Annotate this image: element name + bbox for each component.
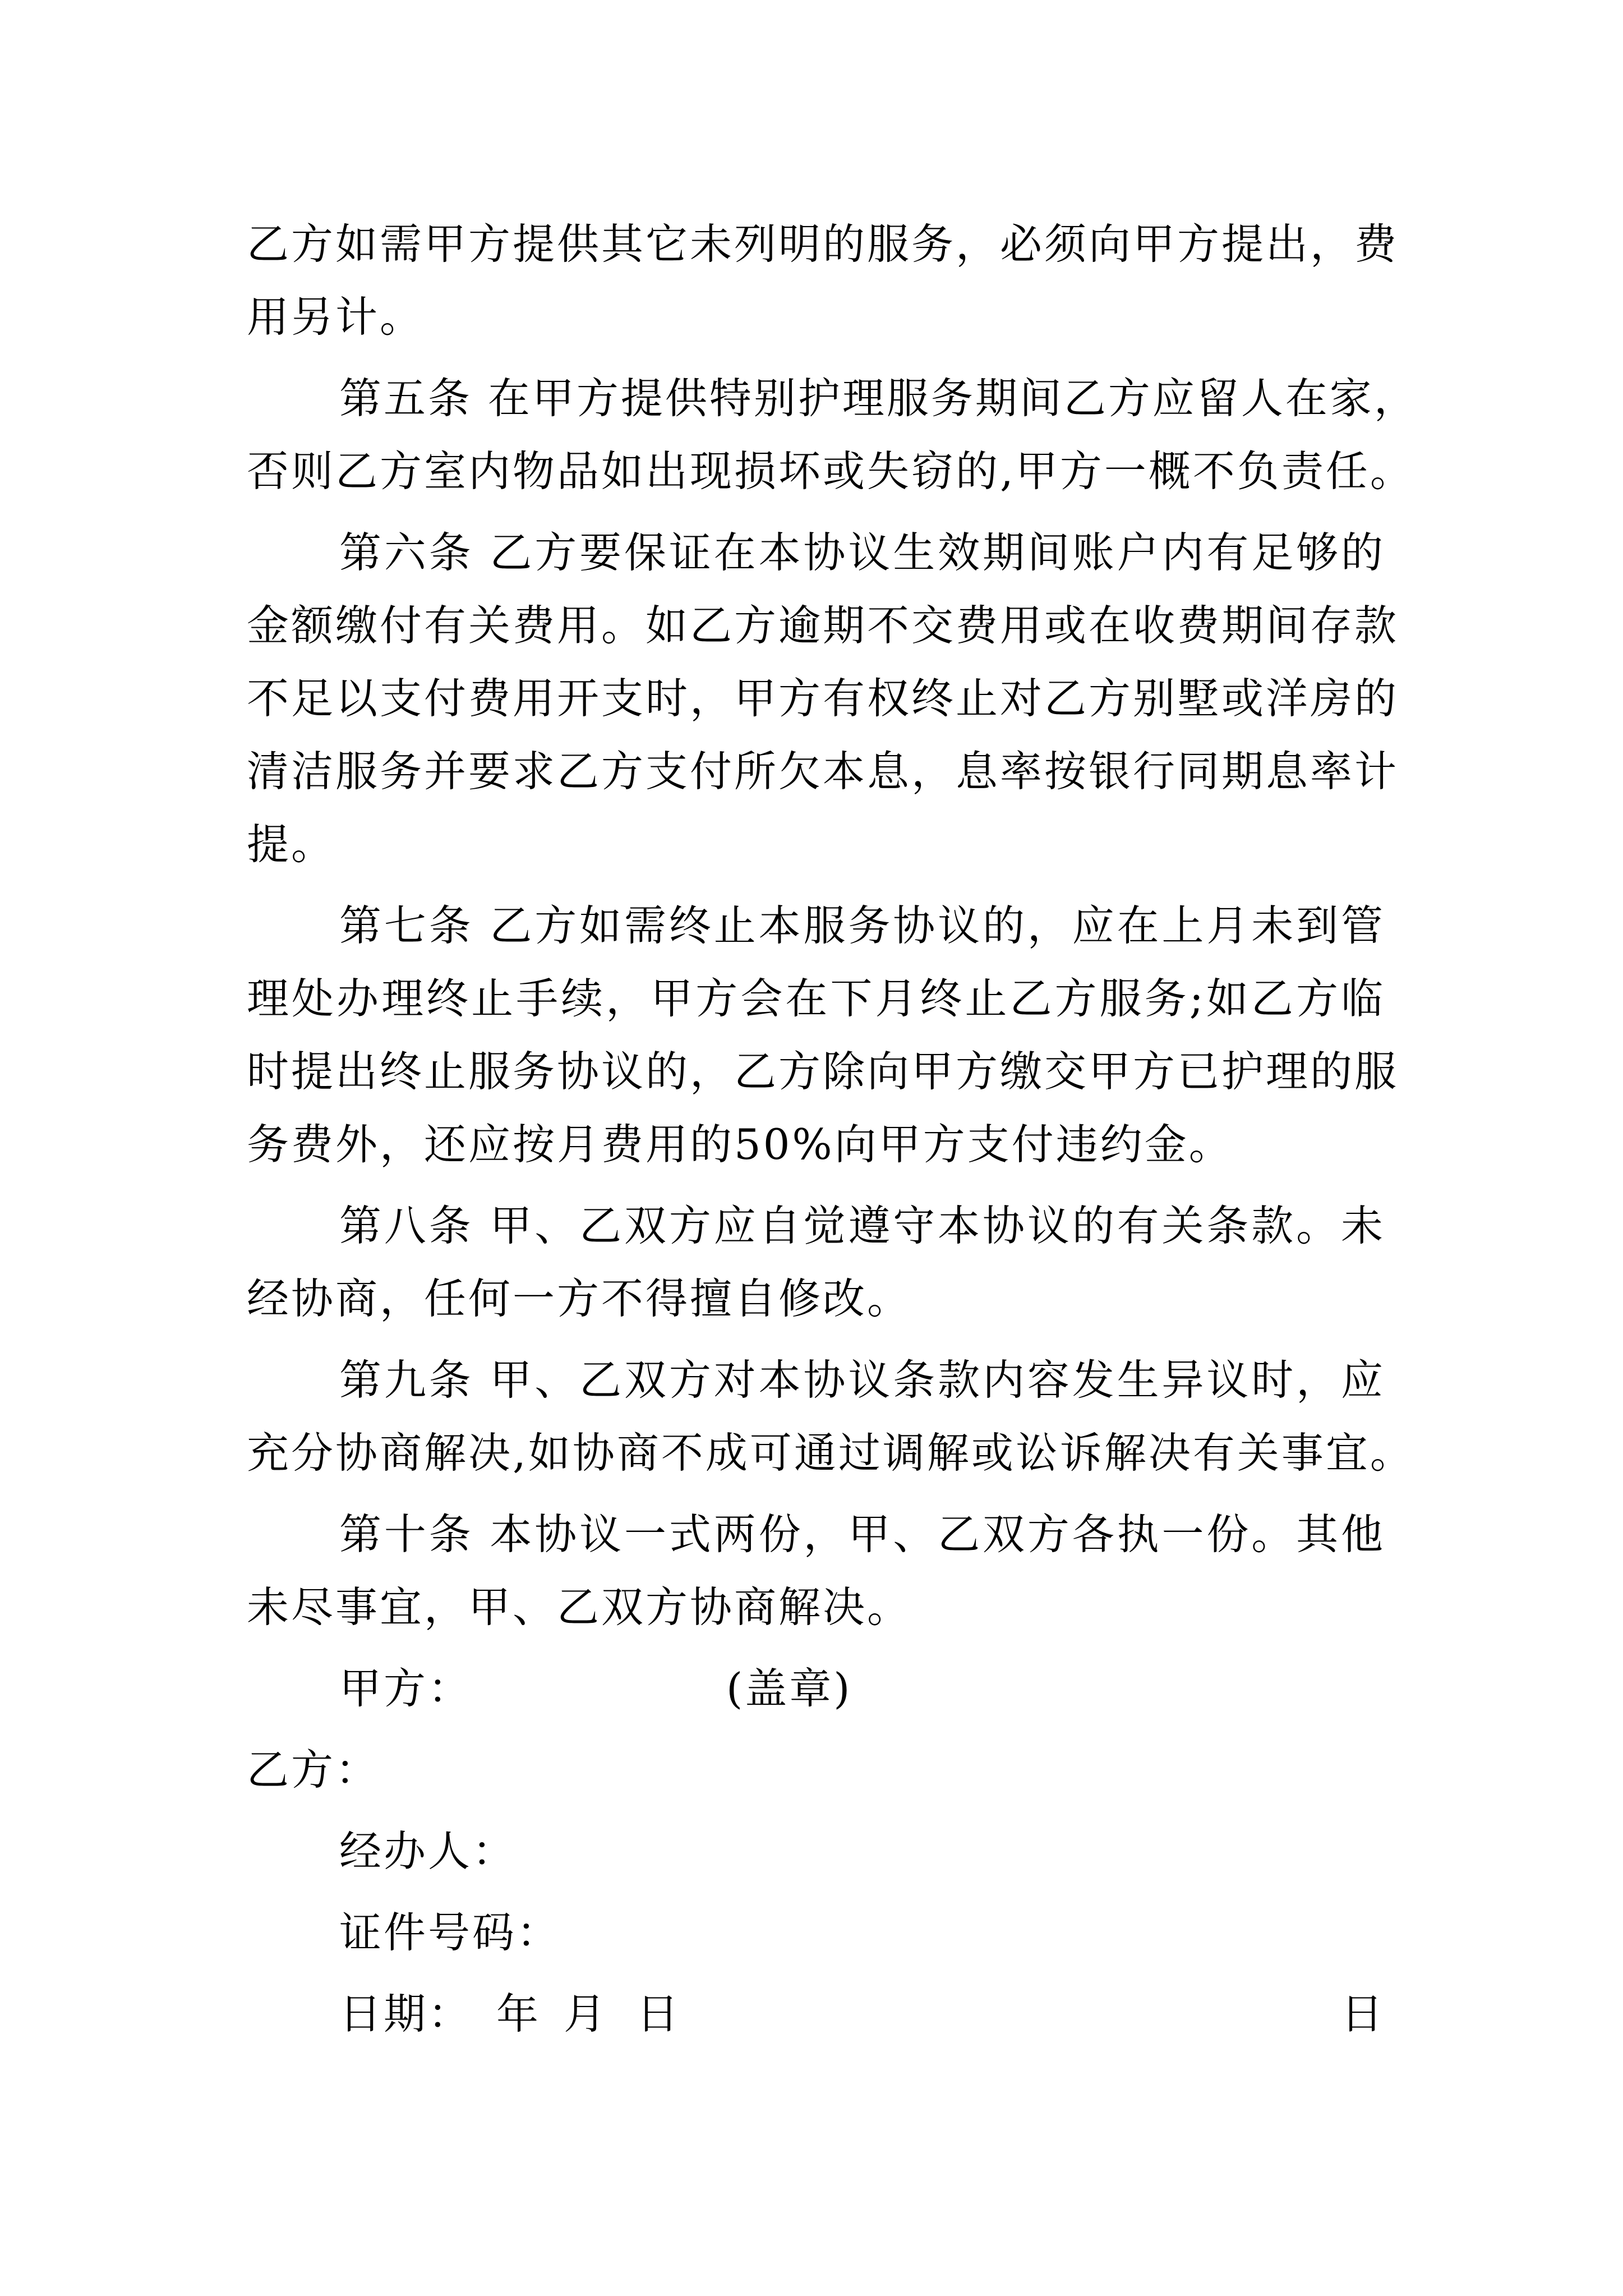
clause-7-line-2: 理处办理终止手续，甲方会在下月终止乙方服务;如乙方临 bbox=[247, 974, 1385, 1023]
clause-4-line-1: 乙方如需甲方提供其它未列明的服务，必须向甲方提出，费 bbox=[247, 219, 1399, 269]
date-row bbox=[339, 1986, 1385, 2042]
date-day: 日 bbox=[637, 1989, 681, 2039]
id-number-label: 证件号码： bbox=[339, 1908, 561, 1957]
clause-6-line-3: 不足以支付费用开支时，甲方有权终止对乙方别墅或洋房的 bbox=[247, 674, 1399, 723]
clause-5-line-2: 否则乙方室内物品如出现损坏或失窃的,甲方一概不负责任。 bbox=[247, 447, 1414, 496]
agent-label: 经办人： bbox=[339, 1826, 517, 1876]
party-a-label: 甲方： bbox=[339, 1664, 473, 1713]
clause-6-line-2: 金额缴付有关费用。如乙方逾期不交费用或在收费期间存款 bbox=[247, 601, 1399, 650]
party-b-label: 乙方： bbox=[247, 1745, 380, 1795]
clause-10-line-1: 第十条 本协议一式两份，甲、乙双方各执一份。其他 bbox=[339, 1510, 1385, 1559]
clause-8-line-1: 第八条 甲、乙双方应自觉遵守本协议的有关条款。未 bbox=[339, 1201, 1385, 1250]
party-a-row bbox=[339, 1660, 1124, 1717]
seal-label: (盖章) bbox=[726, 1664, 852, 1713]
clause-7-line-3: 时提出终止服务协议的，乙方除向甲方缴交甲方已护理的服 bbox=[247, 1047, 1399, 1096]
clause-6-line-1: 第六条 乙方要保证在本协议生效期间账户内有足够的 bbox=[339, 528, 1385, 577]
clause-7-line-1: 第七条 乙方如需终止本服务协议的，应在上月未到管 bbox=[339, 901, 1385, 950]
date-label: 日期： bbox=[339, 1989, 473, 2039]
clause-9-line-1: 第九条 甲、乙双方对本协议条款内容发生异议时，应 bbox=[339, 1355, 1385, 1405]
date-day-right: 日 bbox=[1340, 1989, 1385, 2039]
date-month: 月 bbox=[564, 1989, 608, 2039]
clause-8-line-2: 经协商，任何一方不得擅自修改。 bbox=[247, 1274, 912, 1323]
date-year: 年 bbox=[496, 1989, 541, 2039]
clause-7-line-4: 务费外，还应按月费用的50%向甲方支付违约金。 bbox=[247, 1120, 1233, 1169]
clause-9-line-2: 充分协商解决,如协商不成可通过调解或讼诉解决有关事宜。 bbox=[247, 1428, 1414, 1478]
clause-4-line-2: 用另计。 bbox=[247, 292, 425, 342]
clause-5-line-1: 第五条 在甲方提供特别护理服务期间乙方应留人在家， bbox=[339, 374, 1418, 423]
clause-6-line-5: 提。 bbox=[247, 820, 336, 869]
clause-10-line-2: 未尽事宜，甲、乙双方协商解决。 bbox=[247, 1582, 912, 1632]
clause-6-line-4: 清洁服务并要求乙方支付所欠本息，息率按银行同期息率计 bbox=[247, 747, 1399, 796]
